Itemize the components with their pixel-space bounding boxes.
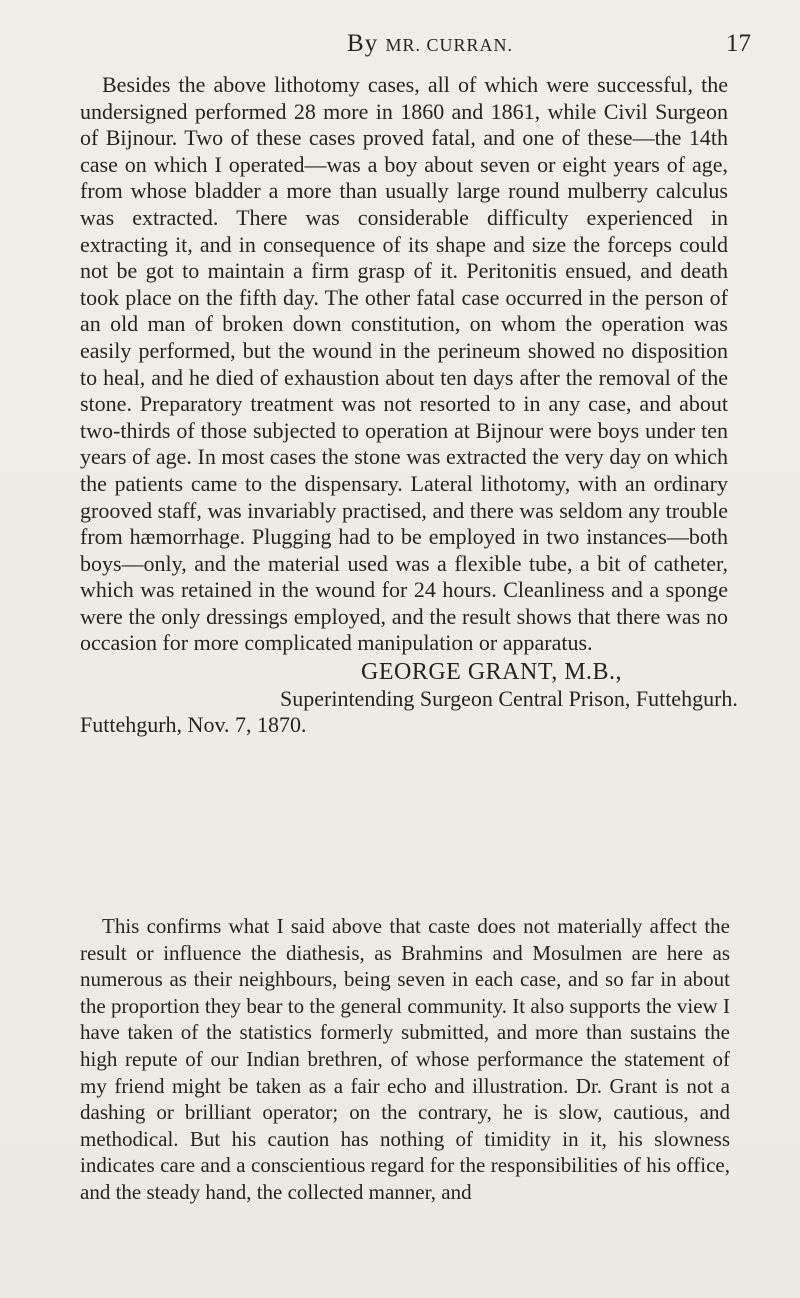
signature-place-date: Futtehgurh, Nov. 7, 1870. (80, 712, 307, 738)
commentary-section (80, 913, 730, 1206)
report-paragraph: Besides the above lithotomy cases, all of which were successful, the undersigned performed 28 more in 1860 and 1861, while Civil Surgeon of Bijnour. Two of these cases proved fatal, and one of these—the 14th case on which I operated—was a boy about seven or eight years of age, from whose bladder a more than usually large round mulberry calculus was extracted. There was considerable difficulty experienced in extracting it, and in consequence of its shape and size the forceps could not be got to maintain a firm grasp of it. Peritonitis ensued, and death took place on the fifth day. The other fatal case occurred in the person of an old man of broken down constitution, on whom the operation was easily performed, but the wound in the perineum showed no disposition to heal, and he died of exhaustion about ten days after the removal of the stone. Preparatory treatment was not resorted to in any case, and about two-thirds of those subjected to operation at Bijnour were boys under ten years of age. In most cases the stone was extracted the very day on which the patients came to the dispensary. Lateral lithotomy, with an ordinary grooved staff, was invariably practised, and there was seldom any trouble from hæmorrhage. Plugging had to be employed in two instances—both boys—only, and the material used was a flexible tube, a bit of catheter, which was retained in the wound for 24 hours. Cleanliness and a sponge were the only dressings employed, and the result shows that there was no occasion for more complicated manipulation or apparatus. (80, 72, 728, 656)
report-section (80, 72, 738, 767)
signature-title: Superintending Surgeon Central Prison, Futtehgurh. (280, 685, 738, 711)
commentary-paragraph: This confirms what I said above that caste does not materially affect the result or influence the diathesis, as Brahmins and Mosulmen are here as numerous as their neighbours, being seven in each case, and so far in about the proportion they bear to the general community. It also supports the view I have taken of the statistics formerly submitted, and more than sustains the high repute of our Indian brethren, of whose performance the statement of my friend might be taken as a fair echo and illustration. Dr. Grant is not a dashing or brilliant operator; on the contrary, he is slow, cautious, and methodical. But his caution has nothing of timidity in it, his slowness indicates care and a conscientious regard for the responsibilities of his office, and the steady hand, the collected manner, and (80, 914, 730, 1204)
running-head (300, 30, 560, 58)
running-head-author: MR. CURRAN. (385, 35, 513, 55)
running-head-prefix: By (347, 30, 379, 57)
signature-name: GEORGE GRANT, M.B., (361, 659, 623, 686)
page-number: 17 (726, 30, 751, 57)
